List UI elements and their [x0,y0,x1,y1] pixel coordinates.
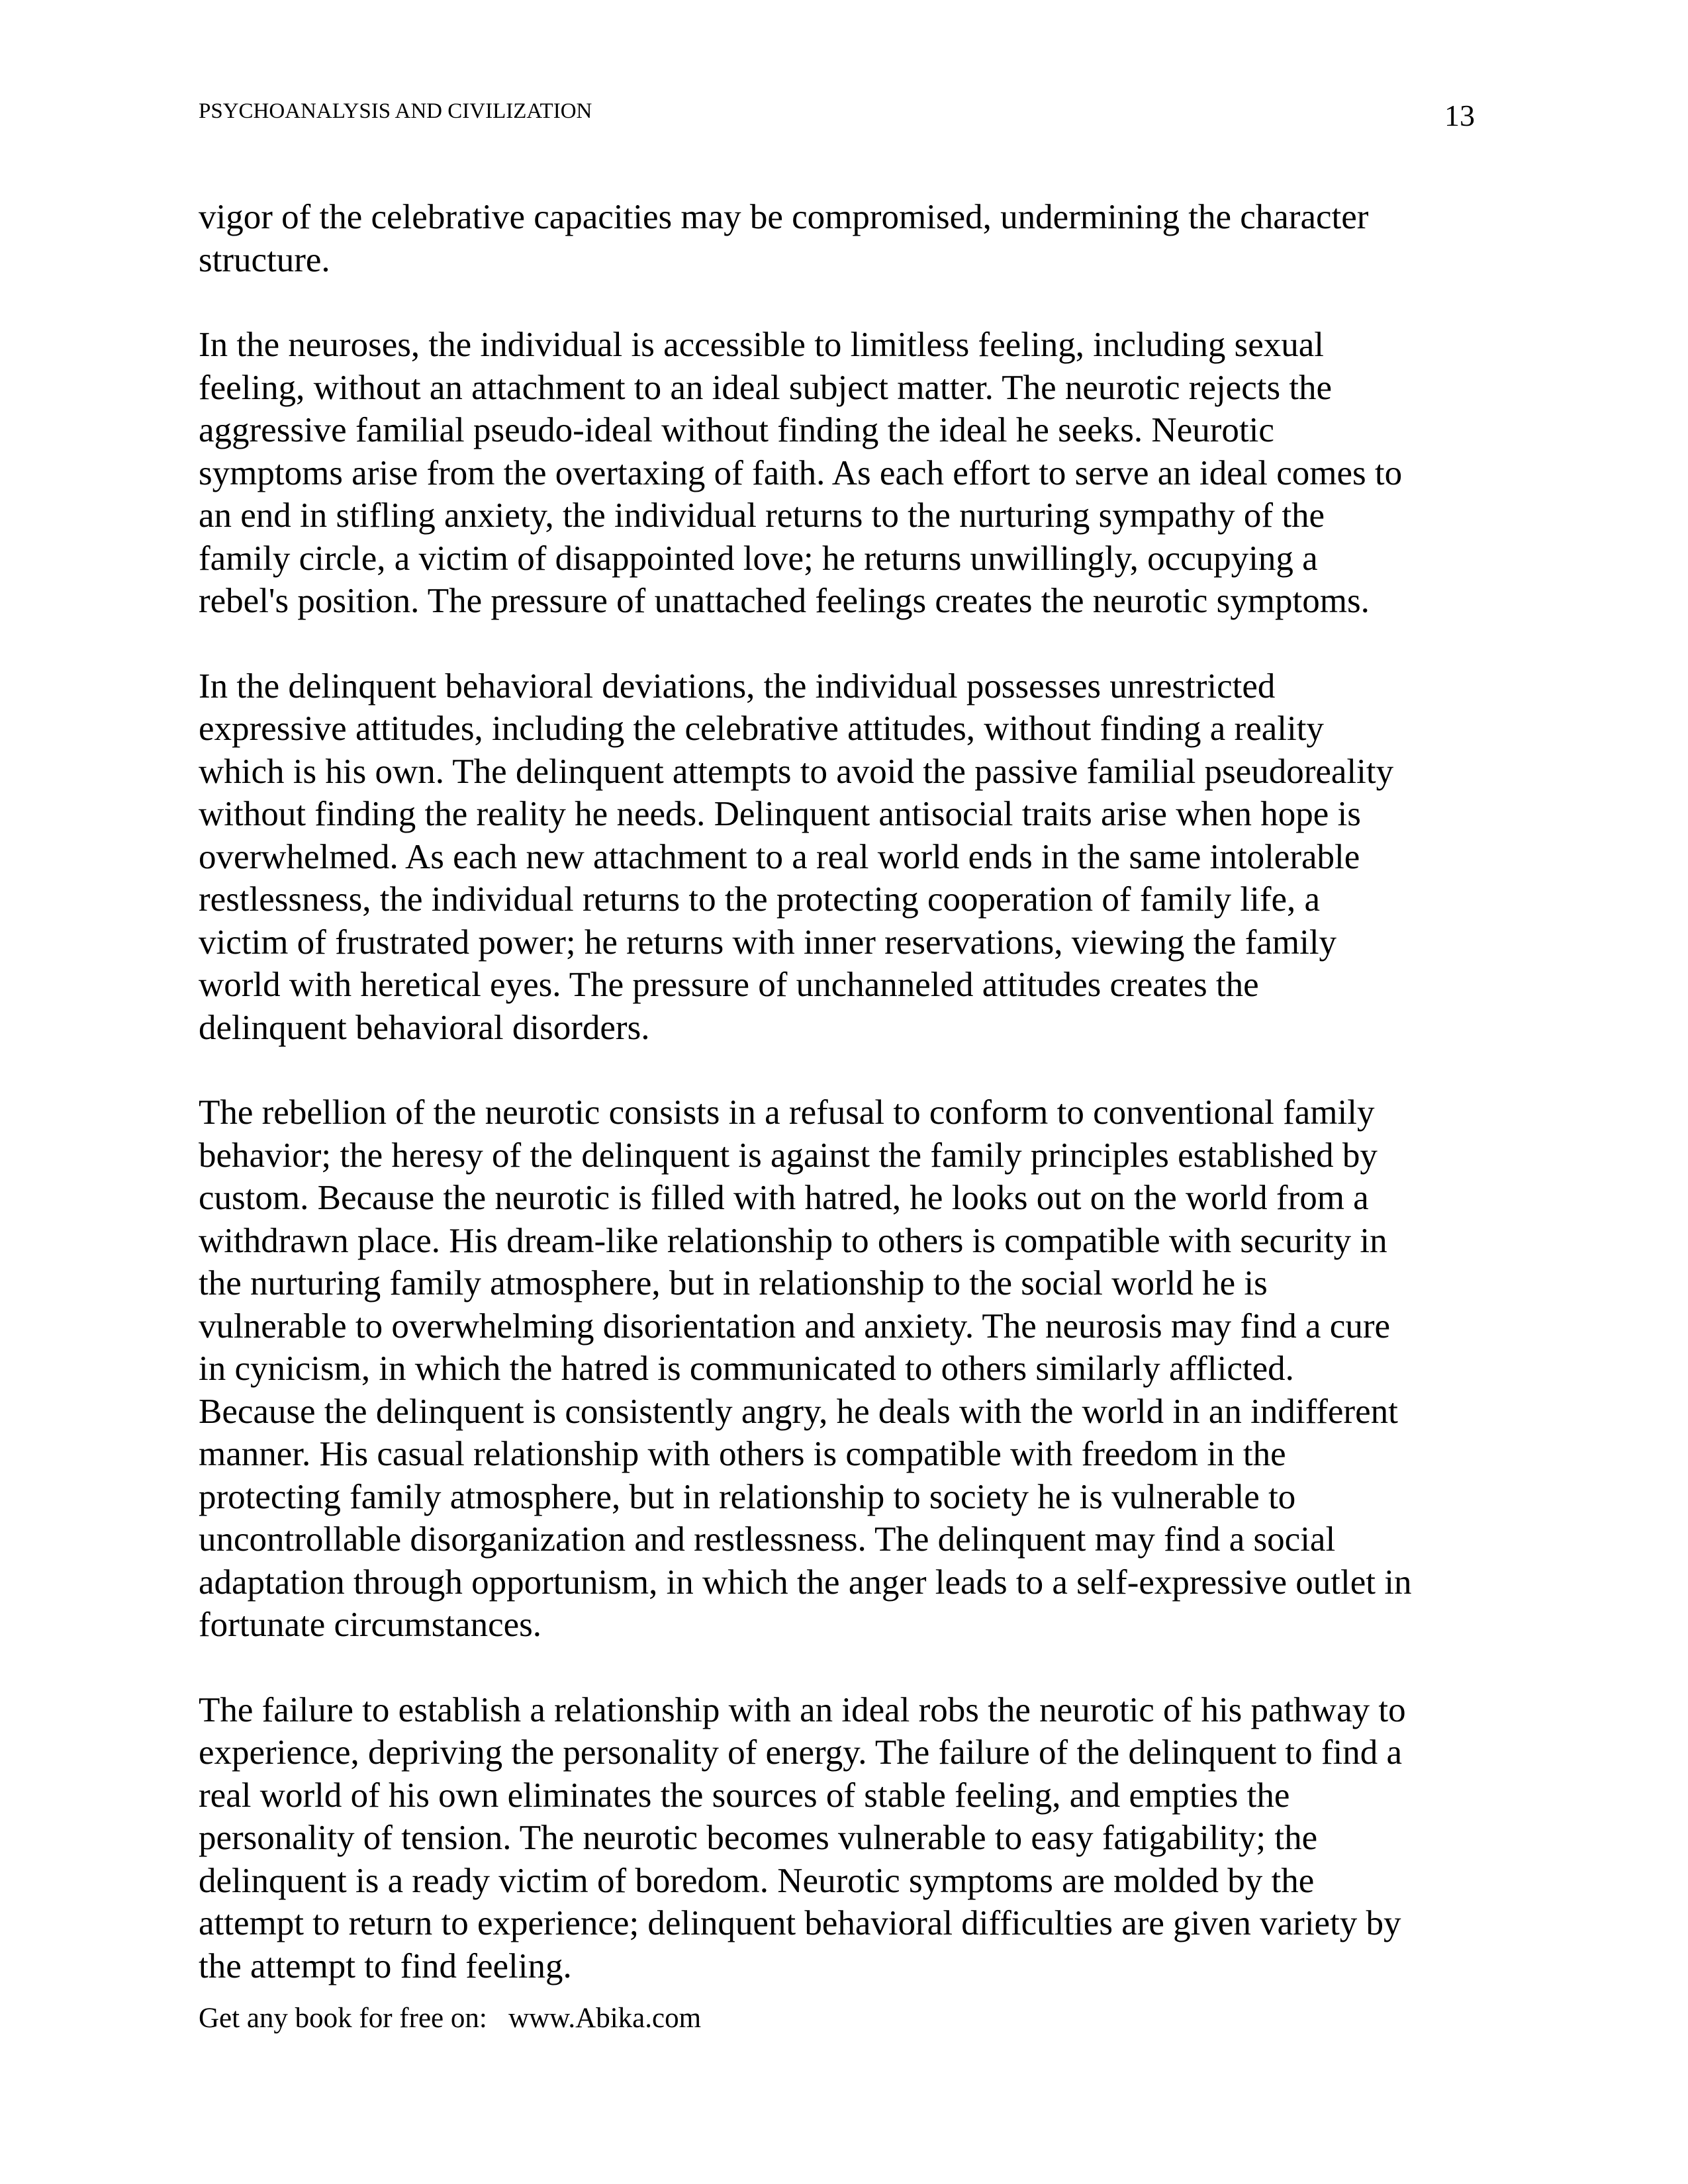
running-title: PSYCHOANALYSIS AND CIVILIZATION [199,99,592,123]
paragraph-5: The failure to establish a relationship with an ideal robs the neurotic of his pathway to experience, depriving the personality of energy. The failure of the delinquent to find a real world of his own eliminates the sources of stable feeling, and empties the personality of tension. The neurotic becomes vulnerable to easy fatigability; the delinquent is a ready victim of boredom. Neurotic symptoms are molded by the attempt to return to experience; delinquent behavioral difficulties are given variety by the attempt to find feeling. [199,1690,1406,1985]
paragraph-4: The rebellion of the neurotic consists in a refusal to conform to conventional family behavior; the heresy of the delinquent is against the family principles established by custom. Because the neurotic is filled with hatred, he looks out on the world from a withdrawn place. His dream-like relationship to others is compatible with security in the nurturing family atmosphere, but in relationship to the social world he is vulnerable to overwhelming disorientation and anxiety. The neurosis may find a cure in cynicism, in which the hatred is communicated to others similarly afflicted. Because the delinquent is consistently angry, he deals with the world in an indifferent manner. His casual relationship with others is compatible with freedom in the protecting family atmosphere, but in relationship to society he is vulnerable to uncontrollable disorganization and restlessness. The delinquent may find a social adaptation through opportunism, in which the anger leads to a self-expressive outlet in fortunate circumstances. [199,1093,1412,1644]
paragraph-1: vigor of the celebrative capacities may be compromised, undermining the character structure. [199,198,1369,279]
body-text [199,196,1496,2030]
paragraph-2: In the neuroses, the individual is accessible to limitless feeling, including sexual feeling, without an attachment to an ideal subject matter. The neurotic rejects the aggressive familial pseudo-ideal without finding the ideal he seeks. Neurotic symptoms arise from the overtaxing of faith. As each effort to serve an ideal comes to an end in stifling anxiety, the individual returns to the nurturing sympathy of the family circle, a victim of disappointed love; he returns unwillingly, occupying a rebel's position. The pressure of unattached feelings creates the neurotic symptoms. [199,326,1403,620]
paragraph-3: In the delinquent behavioral deviations, the individual possesses unrestricted expressive attitudes, including the celebrative attitudes, without finding a reality which is his own. The delinquent attempts to avoid the passive familial pseudoreality without finding the reality he needs. Delinquent antisocial traits arise when hope is overwhelmed. As each new attachment to a real world ends in the same intolerable restlessness, the individual returns to the protecting cooperation of family life, a victim of frustrated power; he returns with inner reservations, viewing the family world with heretical eyes. The pressure of unchanneled attitudes creates the delinquent behavioral disorders. [199,666,1394,1047]
footer-note: Get any book for free on: www.Abika.com [199,2003,702,2034]
page-number: 13 [1444,99,1475,132]
